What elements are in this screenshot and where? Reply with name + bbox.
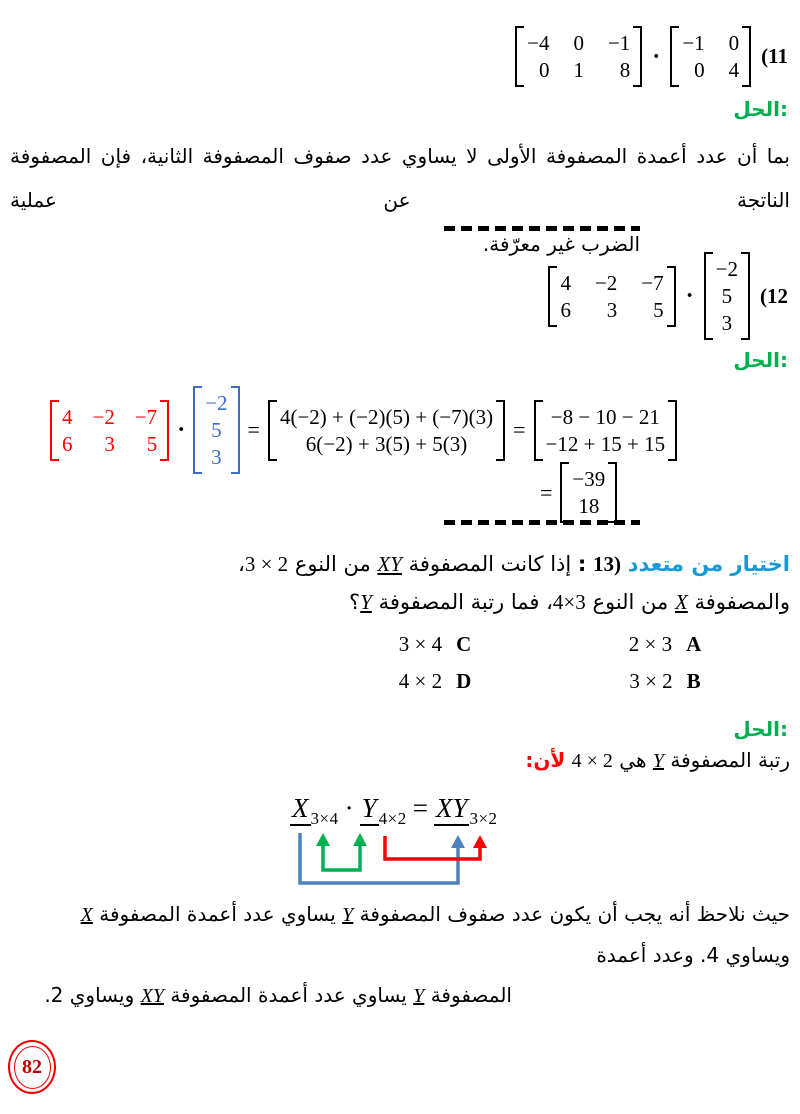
p11-answer-line1: بما أن عدد أعمدة المصفوفة الأولى لا يساوي عدد صفوف المصفوفة الثانية، فإن المصفوفة الناتجة عن عملية (10, 144, 790, 212)
p13-text-fragment: ، فما رتبة المصفوفة (378, 590, 553, 614)
matrix-cell: 0 (728, 31, 740, 55)
matrix-cell: 4 (728, 58, 740, 82)
p12-work-line1 (50, 386, 677, 474)
matrix-name-xy: XY (377, 552, 402, 576)
diagram-xy: XY (434, 793, 470, 826)
p13-explanation (10, 894, 790, 1016)
matrix-cell: 18 (578, 494, 600, 518)
choice-expression: 3 × 2 (629, 669, 673, 693)
green-arrowhead-icon (316, 833, 330, 846)
solution-label-3: الحل: (733, 717, 788, 741)
matrix-cell: 3 (606, 297, 618, 322)
diagram-y-subscript: 4×2 (378, 809, 407, 828)
choice-letter: D (456, 669, 472, 693)
matrix-name-y: Y (652, 750, 664, 772)
p13-answer-line (525, 748, 790, 773)
choice-c (399, 632, 472, 657)
p13-answer-fragment: رتبة المصفوفة (670, 748, 790, 772)
matrix-cell: 6 (62, 431, 73, 456)
solution-label-2: الحل: (733, 348, 788, 372)
matrix-row: 4(−2) + (−2)(5) + (−7)(3) (279, 404, 494, 429)
p13-text-fragment: من النوع (592, 590, 669, 614)
matrix-cell: 5 (211, 418, 222, 442)
equals-sign: = (540, 479, 553, 505)
dashed-divider (444, 226, 640, 231)
matrix-cell: 0 (573, 31, 584, 55)
explanation-fragment: المصفوفة (430, 983, 512, 1007)
p12-work-expanded-matrix (268, 400, 505, 461)
p13-answer-fragment: هي (619, 748, 647, 772)
matrix-cell: 5 (721, 284, 733, 308)
explanation-fragment: يساوي عدد أعمدة المصفوفة (99, 902, 336, 926)
matrix-cell: −2 (205, 391, 228, 415)
p13-heading: اختيار من متعدد (627, 552, 790, 576)
matrix-name-x: X (80, 904, 93, 926)
choice-letter: A (686, 632, 702, 656)
explanation-fragment: يساوي عدد أعمدة المصفوفة (170, 983, 407, 1007)
matrix-name-y: Y (413, 985, 425, 1007)
problem-12-number: (12 (760, 283, 788, 308)
choice-letter: C (456, 632, 472, 656)
p12-matrix-b (704, 252, 750, 340)
matrix-cell: 3 (721, 311, 733, 335)
matrix-cell: −2 (594, 270, 618, 295)
matrix-cell: 5 (653, 297, 664, 322)
matrix-name-x: X (674, 590, 688, 614)
matrix-cell: −2 (92, 404, 115, 429)
p13-text-fragment: من النوع (294, 552, 371, 576)
matrix-row: −12 + 15 + 15 (545, 431, 666, 456)
explanation-fragment: حيث نلاحظ أنه يجب أن يكون عدد صفوف المصفوفة (359, 902, 790, 926)
p12-work-sums-matrix (534, 400, 678, 461)
p13-text-fragment: والمصفوفة (694, 590, 790, 614)
choice-letter: B (686, 669, 701, 693)
p12-matrix-a (548, 266, 675, 327)
p12-work-blue-column (193, 386, 239, 474)
multiplication-dot: · (344, 793, 354, 823)
p11-answer-line2: الضرب غير معرّفة. (482, 232, 640, 256)
matrix-cell: −7 (641, 270, 664, 295)
matrix-cell: 6 (560, 297, 571, 322)
p11-matrix-b (670, 26, 751, 87)
explanation-line2 (10, 975, 790, 1016)
matrix-cell: 1 (573, 58, 584, 82)
choice-expression: 3 × 4 (398, 632, 443, 656)
matrix-cell: 3 (104, 431, 115, 456)
problem-12-expression (548, 252, 788, 340)
p13-question-line1 (0, 545, 790, 583)
matrix-cell: 4 (62, 404, 73, 429)
matrix-name-xy: XY (140, 985, 164, 1007)
matrix-cell: −4 (527, 31, 550, 55)
p13-text-fragment: إذا كانت المصفوفة (408, 552, 572, 576)
equals-sign: = (412, 793, 428, 823)
answer-dimension: 4 × 2 (571, 750, 613, 772)
p13-heading-colon: : (577, 552, 587, 576)
choice-d (399, 669, 472, 694)
matrix-cell: 5 (146, 431, 158, 456)
dimension-x: 4×3 (552, 590, 586, 614)
explanation-fragment: ويساوي 2. (44, 983, 135, 1007)
multiplication-dot: · (177, 417, 186, 443)
diagram-xy-subscript: 3×2 (469, 809, 498, 828)
matrix-cell: 0 (694, 58, 705, 82)
green-arrow (323, 845, 360, 870)
problem-11-number: (11 (761, 44, 788, 68)
explanation-line1 (10, 894, 790, 975)
matrix-cell: 0 (538, 58, 550, 82)
multiplication-dot: · (652, 43, 661, 70)
solution-label-1: الحل: (733, 97, 788, 121)
matrix-cell: −2 (715, 257, 738, 281)
p13-choices (320, 632, 780, 694)
choice-expression: 4 × 2 (398, 669, 443, 693)
matrix-row: −8 − 10 − 21 (550, 404, 660, 429)
equals-sign: = (513, 417, 526, 442)
dimension-diagram (290, 793, 520, 893)
choice-a (629, 632, 702, 657)
comma: ، (238, 552, 245, 576)
green-arrowhead-icon (353, 833, 367, 846)
matrix-cell: −7 (134, 404, 158, 429)
choice-b (629, 669, 700, 694)
matrix-cell: 8 (619, 58, 631, 82)
diagram-x-subscript: 3×4 (310, 809, 339, 828)
p12-work-red-matrix (50, 400, 169, 461)
p12-work-result-matrix (560, 462, 617, 523)
problem-13-number: 13) (593, 552, 621, 576)
p11-matrix-a (515, 26, 642, 87)
choice-expression: 2 × 3 (628, 632, 673, 656)
page-number-badge (8, 1040, 56, 1094)
problem-11-expression (515, 26, 788, 87)
dimension-arrows (290, 833, 505, 895)
diagram-x: X (290, 793, 311, 826)
matrix-cell: −1 (607, 31, 631, 55)
multiplication-dot: · (685, 283, 694, 309)
matrix-row: 6(−2) + 3(5) + 5(3) (305, 431, 468, 456)
diagram-equation (290, 793, 520, 829)
matrix-name-y: Y (360, 590, 372, 614)
p13-question-line2 (0, 583, 790, 621)
dashed-divider (444, 520, 640, 525)
matrix-cell: 4 (560, 270, 571, 295)
matrix-cell: −1 (682, 31, 705, 55)
question-mark: ؟ (349, 590, 361, 614)
because-label: لأن: (525, 748, 566, 772)
red-arrowhead-icon (473, 835, 487, 848)
matrix-name-y: Y (342, 904, 354, 926)
explanation-fragment: ويساوي 4. وعدد أعمدة (596, 943, 790, 967)
p11-answer-paragraph (10, 134, 790, 266)
blue-arrowhead-icon (451, 835, 465, 848)
matrix-cell: 3 (211, 445, 222, 469)
diagram-y: Y (360, 793, 379, 826)
problem-13-text (0, 545, 790, 621)
p12-work-line2 (540, 462, 617, 523)
matrix-cell: −39 (572, 467, 606, 491)
equals-sign: = (247, 417, 260, 442)
page-number: 82 (14, 1046, 51, 1089)
red-arrow (385, 836, 480, 859)
dimension-xy: 3 × 2 (244, 552, 289, 576)
